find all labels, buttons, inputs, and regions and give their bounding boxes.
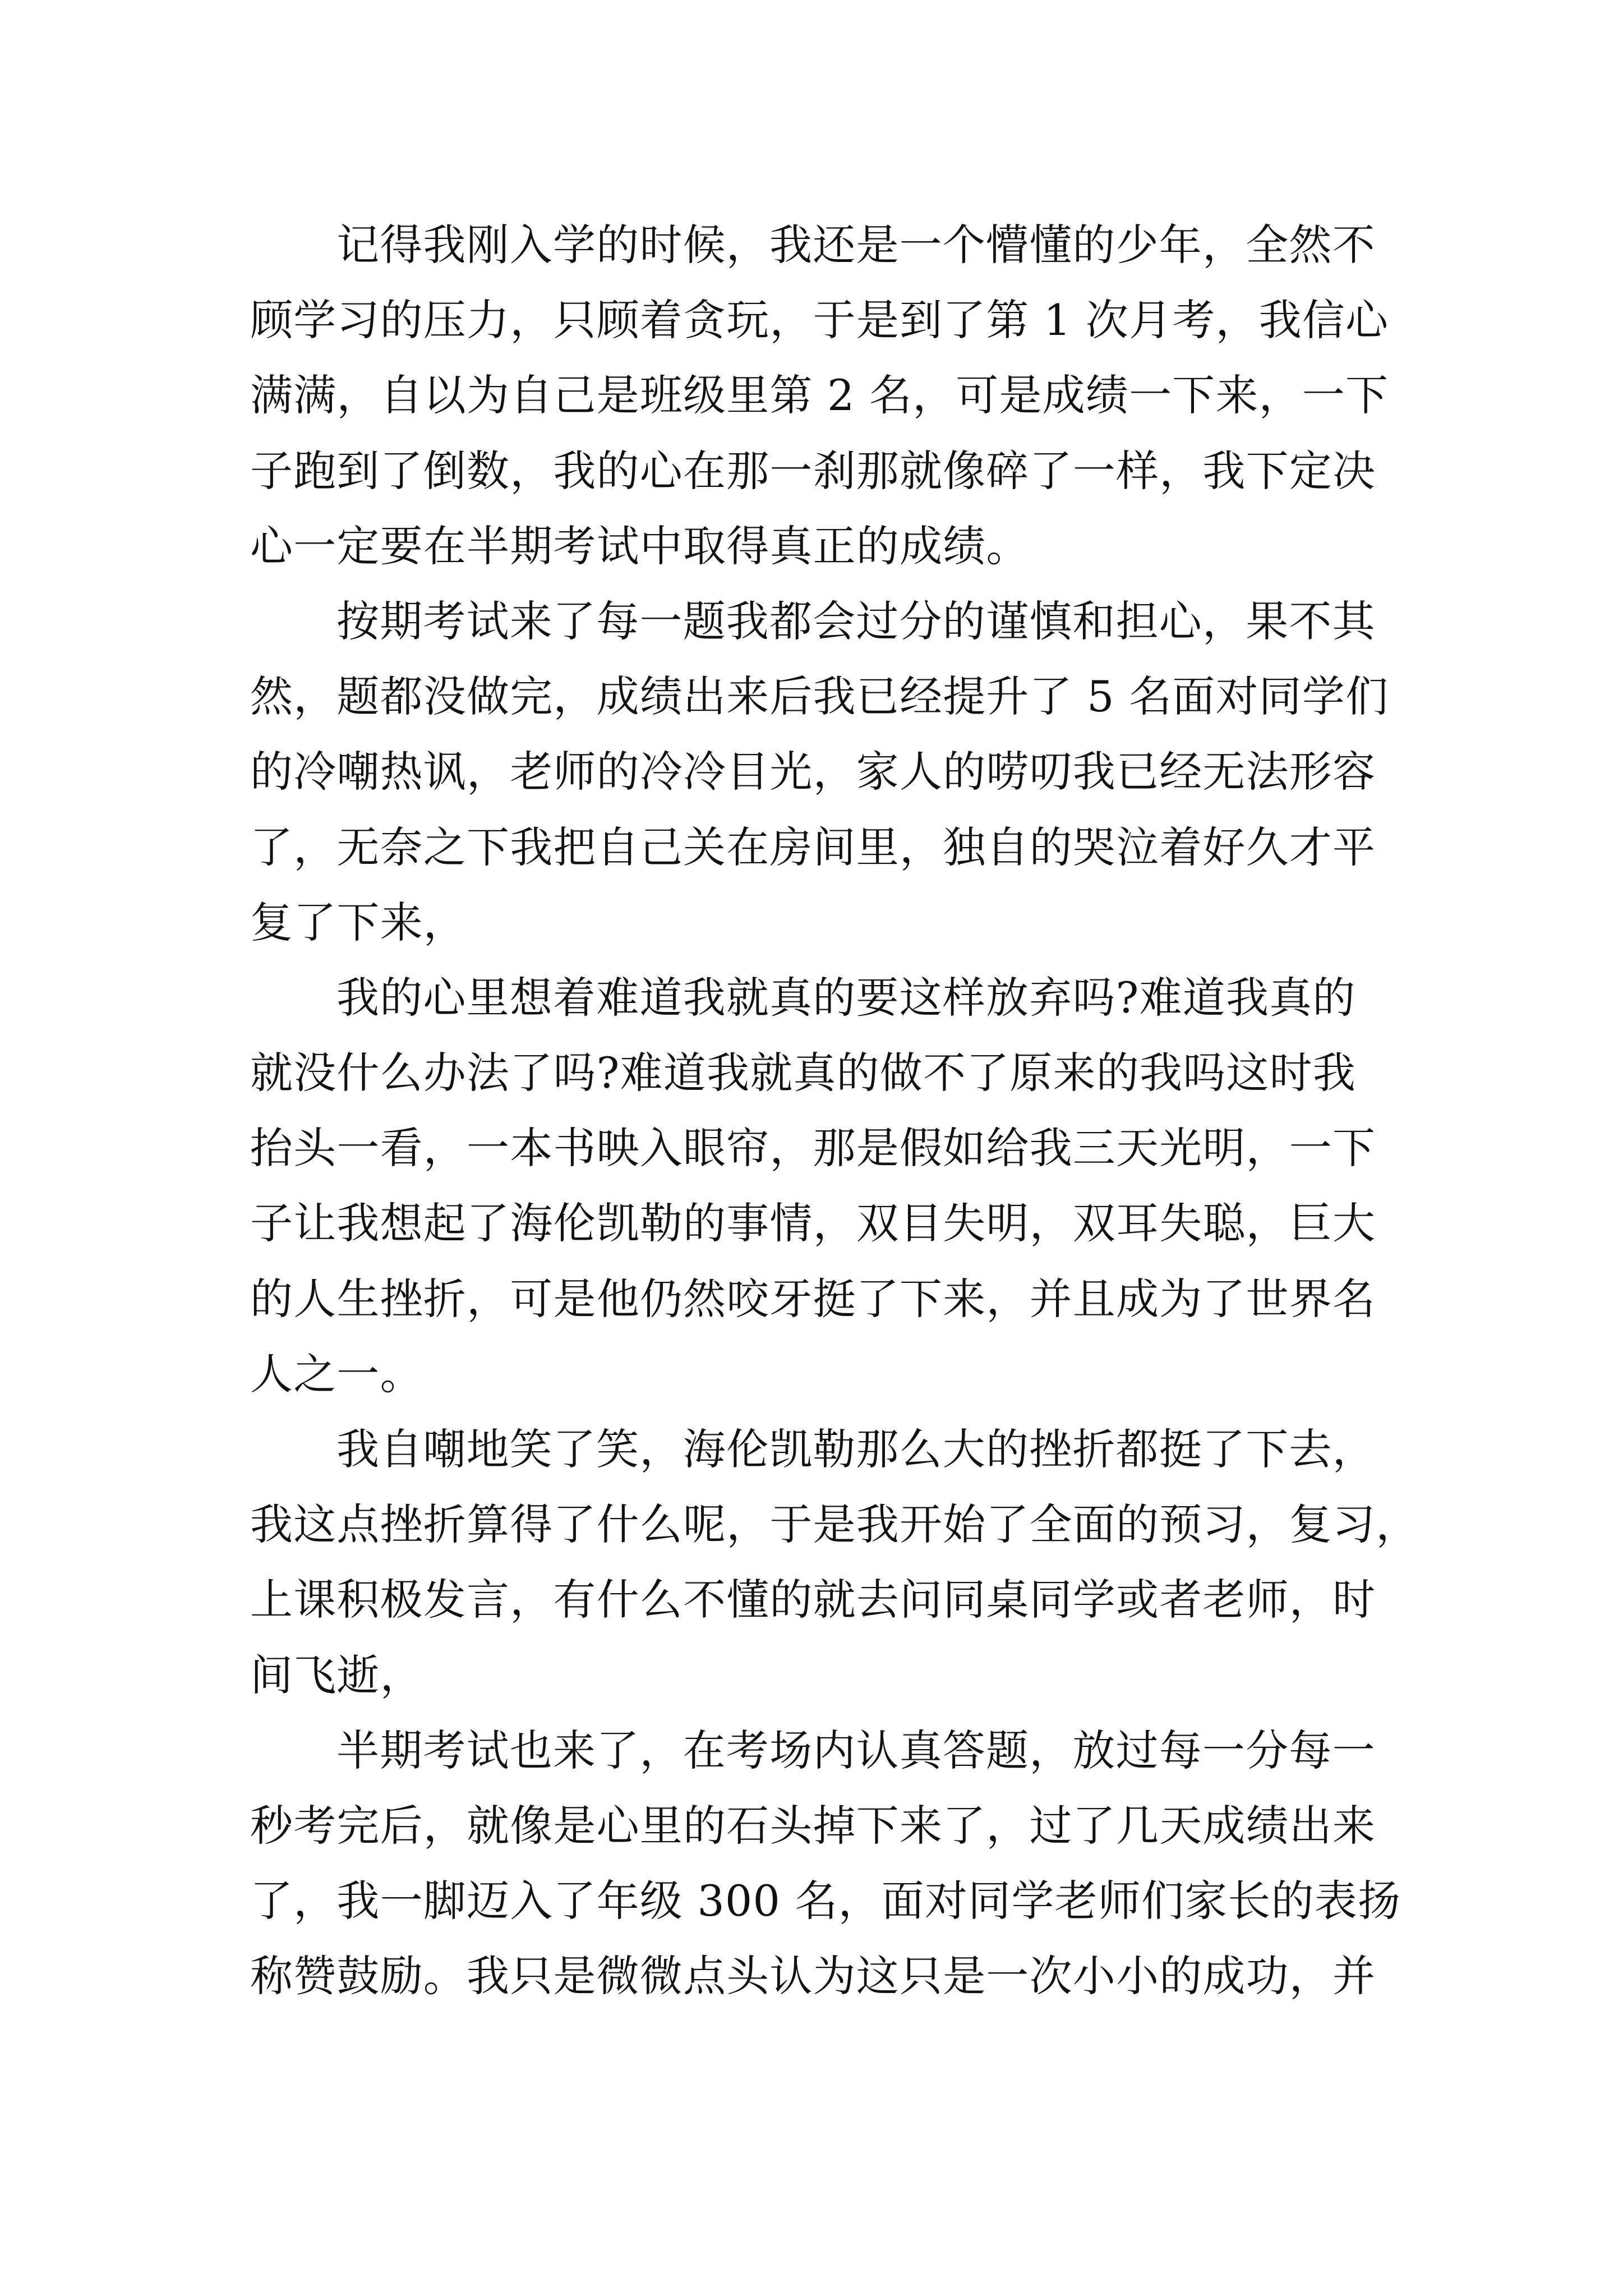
paragraph-line: 了，我一脚迈入了年级 300 名，面对同学老师们家长的表扬 <box>250 1876 1401 1926</box>
paragraph-line: 了，无奈之下我把自己关在房间里，独自的哭泣着好久才平 <box>250 822 1376 872</box>
paragraph-line: 心一定要在半期考试中取得真正的成绩。 <box>250 521 1030 571</box>
paragraph-line: 记得我刚入学的时候，我还是一个懵懂的少年，全然不 <box>336 220 1376 270</box>
paragraph-line: 上课积极发言，有什么不懂的就去问同桌同学或者老师，时 <box>250 1575 1376 1625</box>
paragraph-line: 人之一。 <box>250 1349 423 1399</box>
paragraph-line: 满满，自以为自己是班级里第 2 名，可是成绩一下来，一下 <box>250 370 1389 421</box>
paragraph-line: 我自嘲地笑了笑，海伦凯勒那么大的挫折都挺了下去， <box>336 1424 1376 1474</box>
paragraph-3 <box>250 960 1400 1412</box>
paragraph-line: 的冷嘲热讽，老师的冷冷目光，家人的唠叨我已经无法形容 <box>250 747 1376 797</box>
paragraph-2 <box>250 584 1400 960</box>
paragraph-line: 抬头一看，一本书映入眼帘，那是假如给我三天光明，一下 <box>250 1123 1376 1174</box>
paragraph-line: 称赞鼓励。我只是微微点头认为这只是一次小小的成功，并 <box>250 1951 1376 2001</box>
document-body <box>250 208 1419 2014</box>
paragraph-line: 然，题都没做完，成绩出来后我已经提升了 5 名面对同学们 <box>250 671 1389 722</box>
paragraph-line: 复了下来， <box>250 897 467 947</box>
paragraph-4 <box>250 1412 1419 1713</box>
paragraph-line: 间飞逝， <box>250 1650 423 1700</box>
paragraph-line: 半期考试也来了，在考场内认真答题，放过每一分每一 <box>336 1725 1376 1775</box>
paragraph-line: 按期考试来了每一题我都会过分的谨慎和担心，果不其 <box>336 596 1376 646</box>
paragraph-line: 顾学习的压力，只顾着贪玩，于是到了第 1 次月考，我信心 <box>250 295 1389 346</box>
paragraph-line: 我这点挫折算得了什么呢，于是我开始了全面的预习，复习， <box>250 1499 1419 1550</box>
paragraph-line: 就没什么办法了吗?难道我就真的做不了原来的我吗这时我 <box>250 1048 1356 1098</box>
paragraph-line: 我的心里想着难道我就真的要这样放弃吗?难道我真的 <box>336 972 1356 1023</box>
paragraph-5 <box>250 1713 1400 2014</box>
paragraph-1 <box>250 208 1400 584</box>
paragraph-line: 的人生挫折，可是他仍然咬牙挺了下来，并且成为了世界名 <box>250 1273 1376 1324</box>
paragraph-line: 秒考完后，就像是心里的石头掉下来了，过了几天成绩出来 <box>250 1800 1376 1851</box>
paragraph-line: 子跑到了倒数，我的心在那一刹那就像碎了一样，我下定决 <box>250 445 1376 496</box>
paragraph-line: 子让我想起了海伦凯勒的事情，双目失明，双耳失聪，巨大 <box>250 1198 1376 1249</box>
